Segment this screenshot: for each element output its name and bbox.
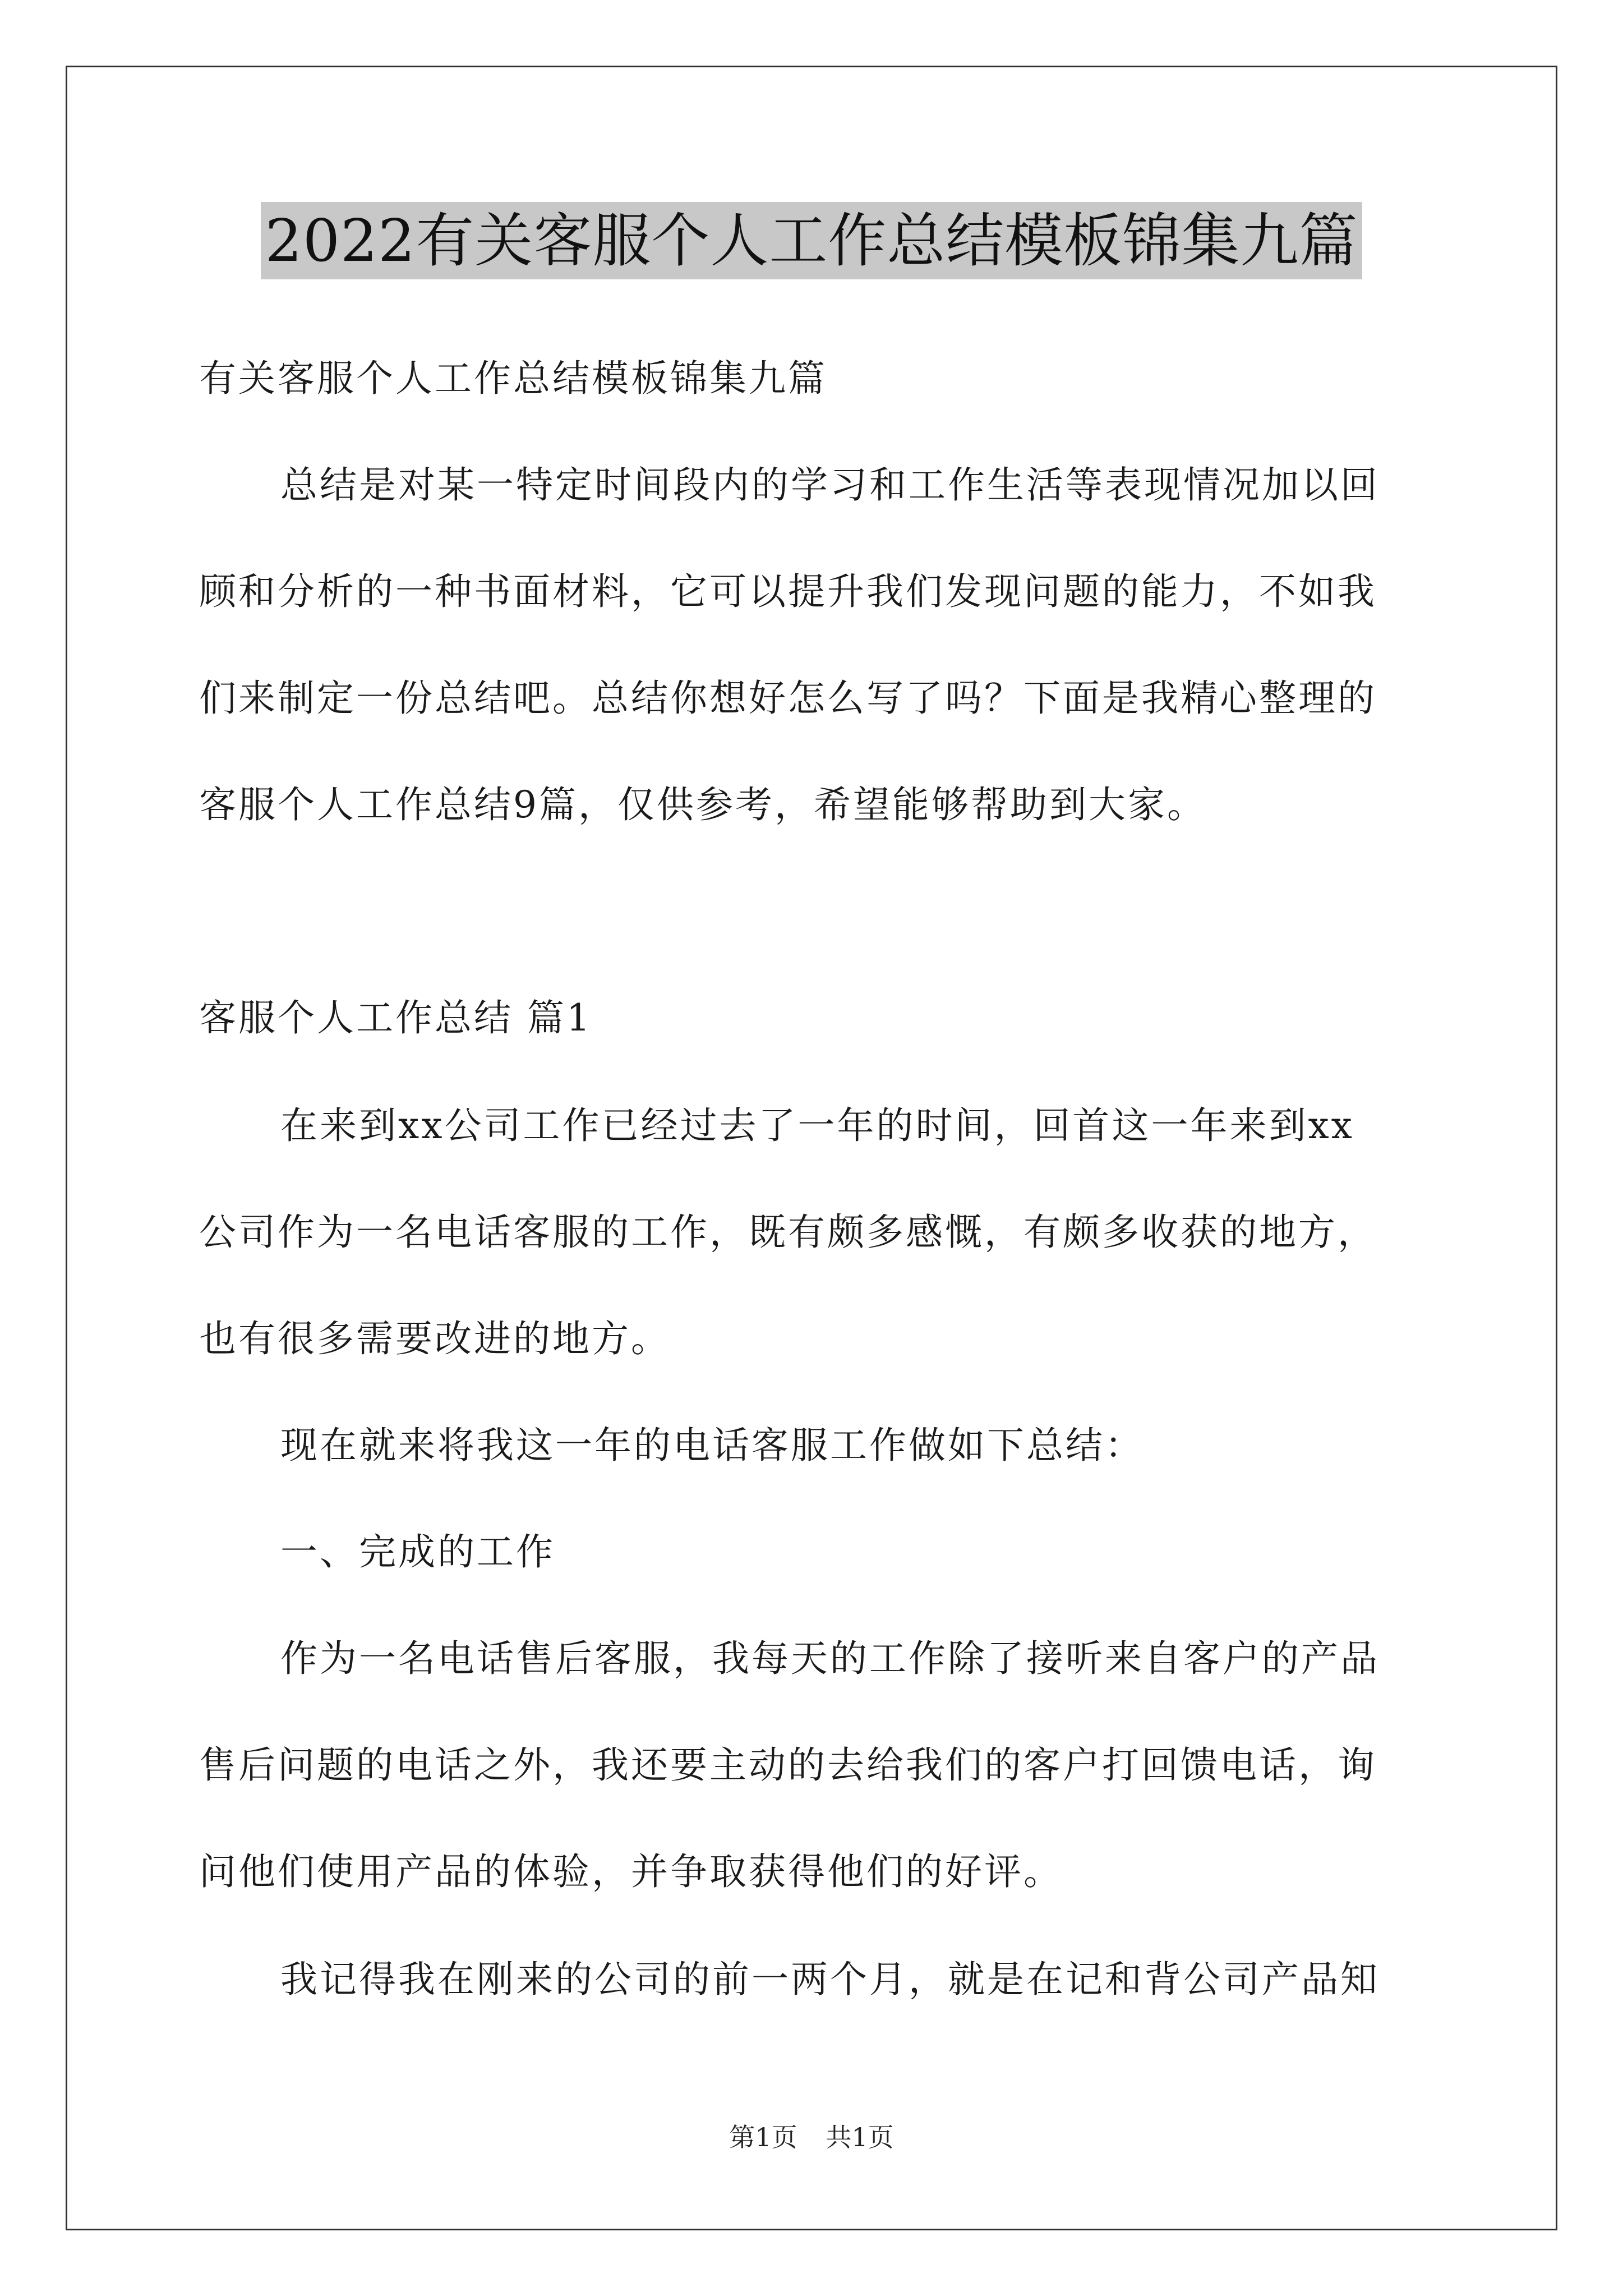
paragraph-line: 现在就来将我这一年的电话客服工作做如下总结： — [280, 1424, 1144, 1467]
paragraph-line: 问他们使用产品的体验，并争取获得他们的好评。 — [199, 1850, 1063, 1893]
page-total: 共1页 — [826, 2122, 894, 2152]
paragraph-line: 在来到xx公司工作已经过去了一年的时间，回首这一年来到xx — [280, 1104, 1354, 1147]
paragraph-line: 们来制定一份总结吧。总结你想好怎么写了吗？下面是我精心整理的 — [199, 677, 1377, 720]
document-title: 2022有关客服个人工作总结模板锦集九篇 — [261, 202, 1363, 279]
paragraph-line: 也有很多需要改进的地方。 — [199, 1317, 670, 1360]
paragraph-line: 我记得我在刚来的公司的前一两个月，就是在记和背公司产品知 — [280, 1958, 1380, 2001]
paragraph-line: 总结是对某一特定时间段内的学习和工作生活等表现情况加以回 — [280, 463, 1380, 507]
section-heading: 客服个人工作总结 篇1 — [199, 996, 592, 1039]
page-number: 第1页 — [729, 2122, 797, 2152]
paragraph-line: 作为一名电话售后客服，我每天的工作除了接听来自客户的产品 — [280, 1637, 1380, 1680]
subsection-heading: 一、完成的工作 — [280, 1530, 555, 1573]
paragraph-line: 售后问题的电话之外，我还要主动的去给我们的客户打回馈电话，询 — [199, 1743, 1377, 1787]
paragraph-line: 客服个人工作总结9篇，仅供参考，希望能够帮助到大家。 — [199, 783, 1206, 826]
paragraph-line: 顾和分析的一种书面材料，它可以提升我们发现问题的能力，不如我 — [199, 570, 1377, 613]
paragraph-line: 公司作为一名电话客服的工作，既有颇多感慨，有颇多收获的地方， — [199, 1211, 1377, 1254]
page-footer — [0, 2120, 1623, 2154]
title-block — [0, 202, 1623, 279]
subtitle-line: 有关客服个人工作总结模板锦集九篇 — [199, 357, 827, 400]
